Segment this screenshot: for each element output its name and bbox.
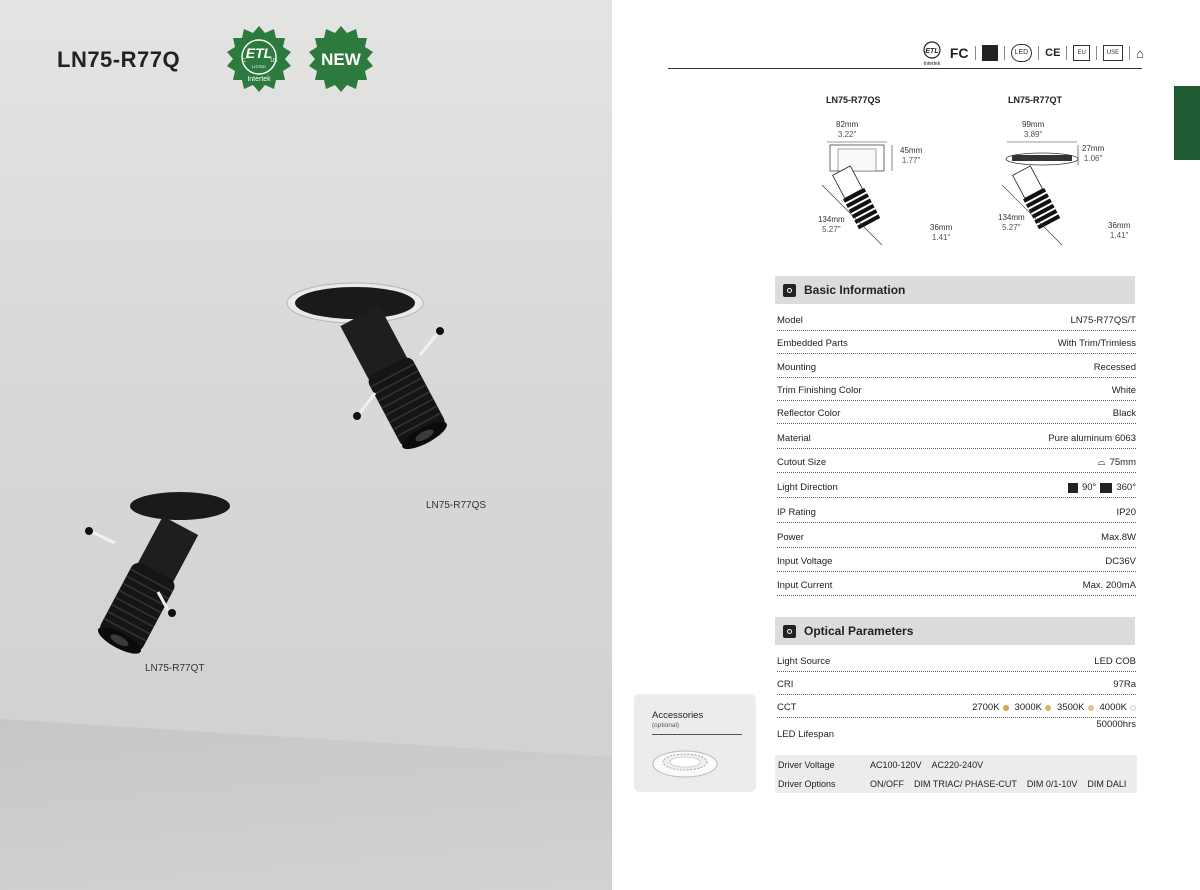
svg-text:Intertek: Intertek: [923, 61, 941, 66]
basic-info-header: [775, 276, 1135, 304]
cct-3500-dot: [1088, 705, 1094, 711]
svg-text:ETL: ETL: [925, 48, 939, 55]
floor-shade: [0, 700, 612, 890]
lamp-qt-image: [40, 488, 240, 668]
info-icon: [783, 284, 796, 297]
dim-qt-height: 27mm: [1082, 144, 1105, 153]
section-tab: [1174, 86, 1200, 160]
led-mark: LED: [1011, 44, 1033, 62]
spec-row-light-source: Light Source LED COB: [777, 648, 1136, 672]
dim-drawing-qs: [812, 125, 992, 255]
house-icon: ⌂: [1136, 45, 1144, 61]
cutout-icon: ⌓: [1097, 457, 1106, 468]
etl-listed-badge: [224, 24, 294, 94]
spec-panel: ETL Intertek FC LED CE EU USE ⌂ LN75-R77QS LN75-R77QT 82mm 3.22" 45mm 1.77" 134mm 5.27" 36mm 1.41" 99mm 3.89" 27mm 1.06" 134mm 5.27" 36mm 1.41" Basic Information Model LN75-R77QS/T Embedded Parts With Trim/Trimless Mounting Recessed Trim Finishing Color White Reflector Color Black Material Pure aluminum 6063 Cutout Size ⌓ 75mm Light Direction 90° 360° IP Rating IP20 Power Max.8W Input Voltage DC36V Input Current Max. 200mA Optical Parameters Light Source LED COB CRI 97Ra CCT 2700K 3000K 3500K 4000K LED Lifespan 50000hrs Driver Voltage AC100-120V AC220-240V Driver Options ON/OFF DIM TRIAC/ PHASE-CUT DIM 0/1-10V DIM DALI Accessories (optional): [612, 0, 1200, 890]
new-text: NEW: [321, 50, 361, 69]
dim-qt-dia: 36mm: [1108, 221, 1131, 230]
accessories-subtitle: (optional): [652, 722, 680, 729]
spec-row-trim-color: Trim Finishing Color White: [777, 377, 1136, 401]
dim-qs-length: 134mm: [818, 215, 845, 224]
dim-title-qs: LN75-R77QS: [826, 95, 881, 105]
fc-mark: FC: [949, 45, 969, 61]
spec-row-reflector-color: Reflector Color Black: [777, 400, 1136, 424]
new-badge: [306, 24, 376, 94]
use-mark: USE: [1103, 45, 1123, 61]
header-rule: [668, 68, 1142, 69]
svg-text:LISTED: LISTED: [251, 64, 267, 69]
basic-info-title: Basic Information: [804, 283, 906, 297]
dim-qs-width: 82mm: [836, 120, 859, 129]
dimmer-icon: [982, 45, 998, 61]
cct-3000-dot: [1045, 705, 1051, 711]
page-title: LN75-R77Q: [57, 47, 181, 72]
etl-text: ETL: [245, 45, 273, 61]
tilt-icon: [1068, 483, 1078, 493]
driver-options-row: Driver Options ON/OFF DIM TRIAC/ PHASE-CUT DIM 0/1-10V DIM DALI: [775, 774, 1137, 793]
spec-row-model: Model LN75-R77QS/T: [777, 307, 1136, 331]
svg-text:US: US: [270, 58, 278, 64]
optical-header: [775, 617, 1135, 645]
certification-row: [920, 40, 1144, 66]
dim-qt-width: 99mm: [1022, 120, 1045, 129]
sun-icon: [783, 625, 796, 638]
spec-row-lifespan: LED Lifespan 50000hrs: [777, 719, 1136, 740]
svg-text:C: C: [242, 58, 246, 64]
spec-row-mounting: Mounting Recessed: [777, 354, 1136, 378]
label-qt: LN75-R77QT: [145, 663, 205, 674]
dim-qt-length: 134mm: [998, 213, 1025, 222]
spec-row-material: Material Pure aluminum 6063: [777, 425, 1136, 449]
dim-title-qt: LN75-R77QT: [1008, 95, 1063, 105]
cct-4000-dot: [1130, 705, 1136, 711]
spec-row-current: Input Current Max. 200mA: [777, 572, 1136, 596]
spec-row-direction: Light Direction 90° 360°: [777, 474, 1136, 498]
dim-qs-height: 45mm: [900, 146, 923, 155]
lamp-qs-image: [280, 275, 500, 475]
accessories-box: [634, 694, 756, 792]
accessories-title: Accessories: [652, 710, 704, 721]
etl-mark-icon: [920, 40, 944, 66]
spec-row-cutout: Cutout Size ⌓ 75mm: [777, 449, 1136, 473]
driver-voltage-row: Driver Voltage AC100-120V AC220-240V: [775, 755, 1137, 774]
spec-row-cct: CCT 2700K 3000K 3500K 4000K: [777, 694, 1136, 718]
label-qs: LN75-R77QS: [426, 500, 487, 511]
dim-qs-dia: 36mm: [930, 223, 953, 232]
spec-row-ip: IP Rating IP20: [777, 499, 1136, 523]
spec-row-power: Power Max.8W: [777, 524, 1136, 548]
trim-ring-image: [650, 746, 720, 780]
spec-row-embedded: Embedded Parts With Trim/Trimless: [777, 330, 1136, 354]
rotate-icon: [1100, 483, 1112, 493]
spec-row-cri: CRI 97Ra: [777, 671, 1136, 695]
eu-mark: EU: [1073, 45, 1089, 61]
cct-2700-dot: [1003, 705, 1009, 711]
intertek-text: Intertek: [247, 76, 271, 83]
ce-mark: CE: [1045, 47, 1061, 59]
spec-row-voltage: Input Voltage DC36V: [777, 548, 1136, 572]
optical-title: Optical Parameters: [804, 624, 914, 638]
